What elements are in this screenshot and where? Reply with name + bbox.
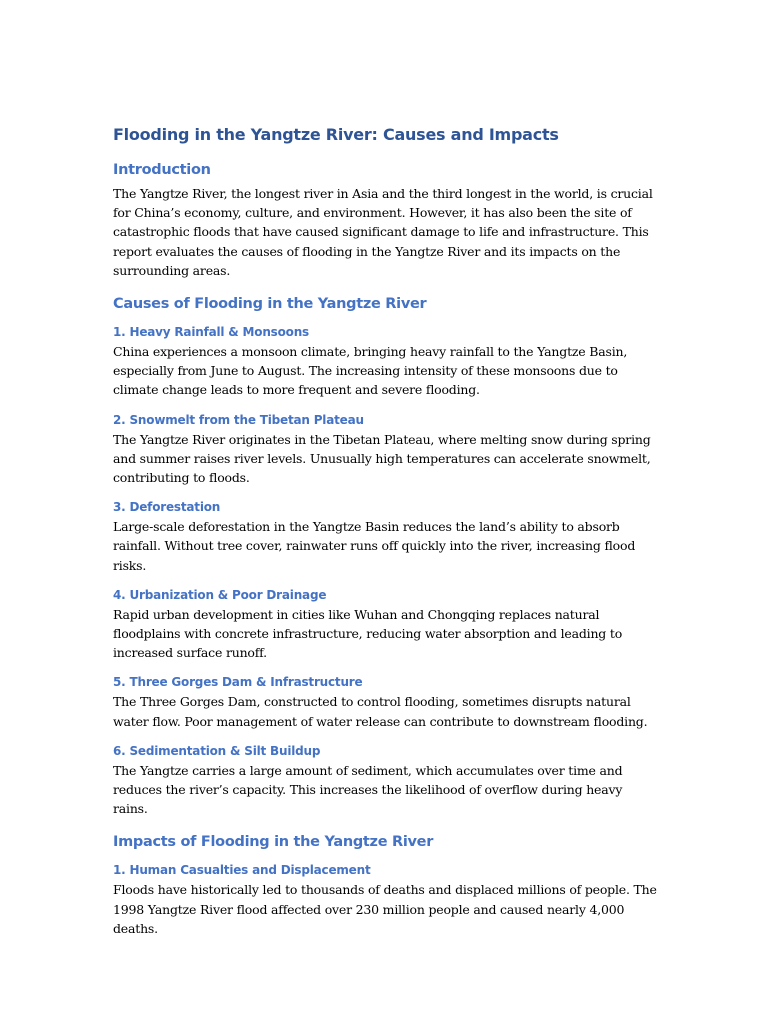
cause-paragraph-dam: The Three Gorges Dam, constructed to control flooding, sometimes disrupts natural water flow. Poor management of water release can contribute to downstream flooding. (113, 694, 648, 729)
cause-heading-deforestation: 3. Deforestation (113, 500, 221, 515)
impacts-heading: Impacts of Flooding in the Yangtze River (113, 834, 434, 851)
introduction-paragraph: The Yangtze River, the longest river in Asia and the third longest in the world, is crucial for China’s economy, culture, and environment. However, it has also been the site of catastrophic floods that have caused significant damage to life and infrastructure. This report evaluates the causes of flooding in the Yangtze River and its impacts on the surrounding areas. (113, 186, 653, 278)
causes-heading: Causes of Flooding in the Yangtze River (113, 296, 427, 313)
cause-paragraph-deforestation: Large-scale deforestation in the Yangtze Basin reduces the land’s ability to absorb rainfall. Without tree cover, rainwater runs off quickly into the river, increasing flood risks. (113, 519, 636, 573)
document-title: Flooding in the Yangtze River: Causes and Impacts (113, 125, 559, 144)
introduction-heading: Introduction (113, 162, 211, 178)
document-body (113, 124, 658, 938)
cause-paragraph-sedimentation: The Yangtze carries a large amount of sediment, which accumulates over time and reduces the river’s capacity. This increases the likelihood of overflow during heavy rains. (113, 762, 623, 817)
cause-heading-rainfall: 1. Heavy Rainfall & Monsoons (113, 325, 309, 340)
cause-heading-sedimentation: 6. Sedimentation & Silt Buildup (113, 743, 321, 758)
cause-heading-dam: 5. Three Gorges Dam & Infrastructure (113, 675, 363, 690)
impact-paragraph-casualties: Floods have historically led to thousands of deaths and displaced millions of people. The 1998 Yangtze River flood affected over 230 million people and caused nearly 4,000 deaths. (113, 882, 657, 936)
impact-heading-casualties: 1. Human Casualties and Displacement (113, 863, 371, 878)
cause-heading-urbanization: 4. Urbanization & Poor Drainage (113, 587, 327, 602)
cause-heading-snowmelt: 2. Snowmelt from the Tibetan Plateau (113, 412, 364, 427)
cause-paragraph-snowmelt: The Yangtze River originates in the Tibetan Plateau, where melting snow during spring and summer raises river levels. Unusually high temperatures can accelerate snowmelt, contributing to floods. (113, 431, 651, 486)
cause-paragraph-rainfall: China experiences a monsoon climate, bringing heavy rainfall to the Yangtze Basin, especially from June to August. The increasing intensity of these monsoons due to climate change leads to more frequent and severe flooding. (113, 344, 628, 398)
cause-paragraph-urbanization: Rapid urban development in cities like Wuhan and Chongqing replaces natural floodplains with concrete infrastructure, reducing water absorption and leading to increased surface runoff. (113, 606, 623, 661)
